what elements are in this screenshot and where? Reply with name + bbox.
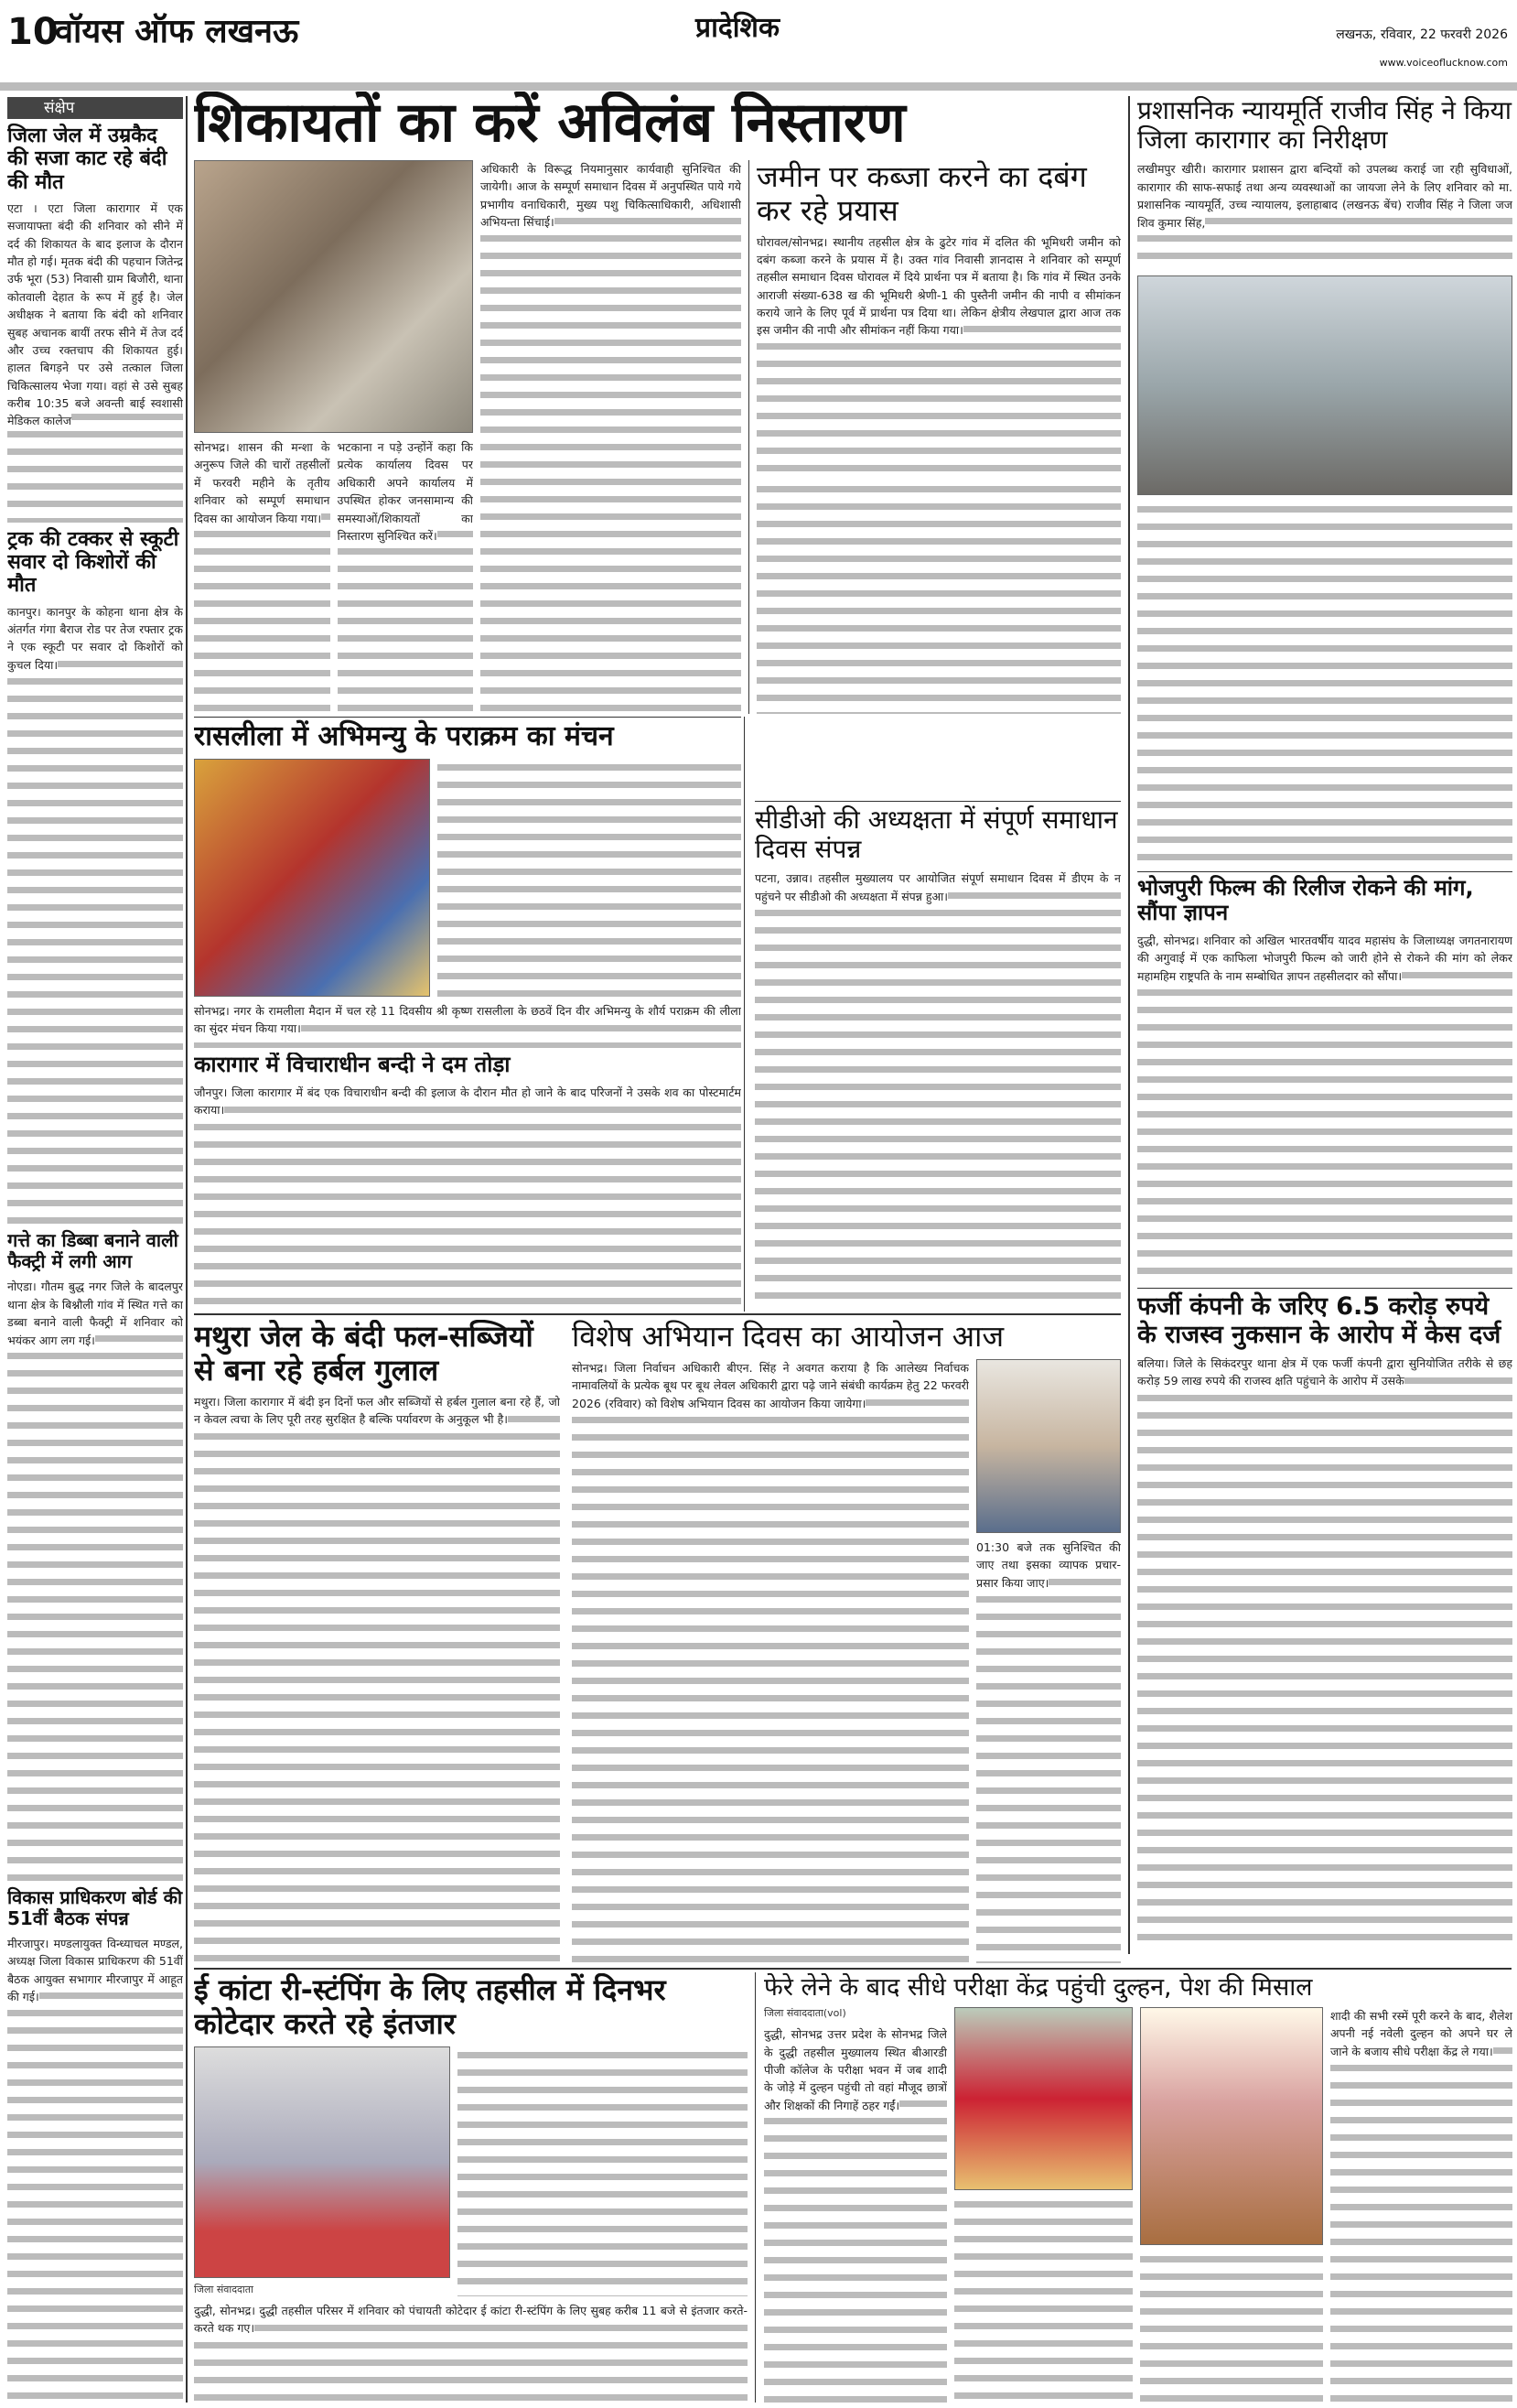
- brief-body: नोएडा। गौतम बुद्ध नगर जिले के बादलपुर थाना क्षेत्र के बिश्नौली गांव में स्थित गत्ते का डब्बा बनाने वाली फैक्ट्री में शनिवार को भयंकर आग लग गई।: [7, 1278, 183, 1881]
- brief-body: एटा । एटा जिला कारागार में एक सजायाफ्ता बंदी की शनिवार को सीने में दर्द की शिकायत के बाद इलाज के दौरान मौत हो गई। मृतक बंदी की पहचान जितेन्द्र उर्फ भूरा (53) निवासी ग्राम बिजौरी, थाना कोतवाली देहात के रूप में हुई है। जेल अधीक्षक ने बताया कि बंदी को शनिवार सुबह अचानक बायीं तरफ सीने में तेज दर्द और उच्च रक्तचाप की शिकायत हुई। हालत बिगड़ने पर उसे तत्काल जिला चिकित्सालय भेजा गया। वहां से उसे सुबह करीब 10:35 बजे अवन्ती बाई स्वशासी मेडिकल कालेज: [7, 200, 183, 523]
- justice-body-cont: [1137, 501, 1512, 865]
- ekanta-headline: ई कांटा री-स्टंपिंग के लिए तहसील में दिनभर कोटेदार करते रहे इंतजार: [194, 1973, 666, 2041]
- special-body: 01:30 बजे तक सुनिश्चित की जाए तथा इसका व्यापक प्रचार-प्रसार किया जाए।: [976, 1539, 1121, 1963]
- special-story: [572, 1320, 1121, 1963]
- lead-body: सोनभद्र। शासन की मन्शा के अनुरूप जिले की चारों तहसीलों में फरवरी महीने के तृतीय शनिवार को सम्पूर्ण समाधान दिवस का आयोजन किया गया।: [194, 438, 330, 714]
- brief-column: [7, 97, 183, 2403]
- bride-body: दुद्धी, सोनभद्र उत्तर प्रदेश के सोनभद्र जिले के दुद्धी तहसील मुख्यालय स्थित बीआरडी पीजी कॉलेज के परीक्षा भवन में जब शादी के जोड़े में दुल्हन पहुंची तो वहां मौजूद छात्रों और शिक्षकों की निगाहें ठहर गईं।: [764, 2025, 947, 2403]
- land-body-cont: [757, 481, 1121, 714]
- special-body: सोनभद्र। जिला निर्वाचन अधिकारी बीएन. सिंह ने अवगत कराया है कि आलेख्य निर्वाचक नामावलियों के प्रत्येक बूथ पर बूथ लेवल अधिकारी द्वारा पढ़े जाने संबंधी कार्यक्रम हेतु 22 फरवरी 2026 (रविवार) को विशेष अभियान दिवस का आयोजन किया जायेगा।: [572, 1359, 969, 1963]
- issue-date: लखनऊ, रविवार, 22 फरवरी 2026: [1336, 27, 1508, 42]
- bride-headline: फेरे लेने के बाद सीधे परीक्षा केंद्र पहुंची दुल्हन, पेश की मिसाल: [764, 1973, 1313, 2002]
- column-rule: [744, 717, 745, 1312]
- bride-body: [954, 2196, 1133, 2403]
- bride-body: [1140, 2251, 1323, 2403]
- lead-body: अधिकारी के विरूद्ध नियमानुसार कार्यवाही सुनिश्चित की जायेगी। आज के सम्पूर्ण समाधान दिवस में अनुपस्थित पाये गये प्रभागीय वनाधिकारी, मुख्य पशु चिकित्साधिकारी, अधिशासी अभियन्ता सिंचाई।: [480, 160, 741, 714]
- lead-photo: [194, 160, 473, 433]
- page-number: 10: [7, 11, 59, 53]
- raslila-body: [437, 759, 741, 998]
- undertrial-body: जौनपुर। जिला कारागार में बंद एक विचाराधीन बन्दी की इलाज के दौरान मौत हो जाने के बाद परिजनों ने उसके शव का पोस्टमार्टम कराया।: [194, 1084, 741, 1309]
- mathura-story: [194, 1320, 560, 1963]
- ekanta-byline: जिला संवाददाता: [194, 2283, 253, 2295]
- section-title: प्रादेशिक: [695, 12, 780, 44]
- column-rule: [1128, 96, 1130, 1954]
- sdo-body: पटना, उन्नाव। तहसील मुख्यालय पर आयोजित संपूर्ण समाधान दिवस में डीएम के न पहुंचने पर सीडीओ की अध्यक्षता में संपन्न हुआ।: [755, 869, 1121, 1309]
- ekanta-photo: [194, 2046, 450, 2278]
- brief-body: मीरजापुर। मण्डलायुक्त विन्ध्याचल मण्डल, अध्यक्ष जिला विकास प्राधिकरण की 51वीं बैठक आयुक्त सभागार मीरजापुर में आहूत की गई।: [7, 1935, 183, 2403]
- right-column: [1137, 96, 1512, 1949]
- bhojpuri-body: दुद्धी, सोनभद्र। शनिवार को अखिल भारतवर्षीय यादव महासंघ के जिलाध्यक्ष जगतनारायण की अगुवाई में एक काफिला भोजपुरी फिल्म को जारी होने से रोकने की मांग को लेकर महामहिम राष्ट्रपति के नाम सम्बोधित ज्ञापन तहसीलदार को सौंपा।: [1137, 932, 1512, 1282]
- land-body: घोरावल/सोनभद्र। स्थानीय तहसील क्षेत्र के ढुटेर गांव में दलित की भूमिधरी जमीन को दबंग कब्जा करने के प्रयास में है। उक्त गांव निवासी ज्ञानदास ने शनिवार को सम्पूर्ण तहसील समाधान दिवस घोरावल में दिये प्रार्थना पत्र में बताया है। कि गांव में स्थित उनके आराजी संख्या-638 ख की भूमिधरी श्रेणी-1 की पुस्तैनी जमीन की नापी व सीमांकन कराये जाने के लिए पूर्व में प्रार्थना पत्र दिया था। लेकिन क्षेत्रीय लेखपाल द्वारा आज तक इस जमीन की नापी और सीमांकन नहीं किया गया।: [757, 233, 1121, 475]
- justice-photo: [1137, 275, 1512, 495]
- paper-logo: वॉयस ऑफ लखनऊ: [55, 13, 299, 50]
- lead-section: [194, 92, 1121, 714]
- groom-photo: [1140, 2007, 1323, 2245]
- ekanta-story: [194, 1973, 748, 2403]
- brief-headline: ट्रक की टक्कर से स्कूटी सवार दो किशोरों की मौत: [7, 527, 179, 598]
- undertrial-story: [194, 1053, 741, 1309]
- sdo-headline: सीडीओ की अध्यक्षता में संपूर्ण समाधान दिवस संपन्न: [755, 801, 1121, 864]
- raslila-body: सोनभद्र। नगर के रामलीला मैदान में चल रहे 11 दिवसीय श्री कृष्ण रासलीला के छठवें दिन वीर अभिमन्यु के शौर्य पराक्रम की लीला का सुंदर मंचन किया गया।: [194, 1002, 741, 1048]
- justice-headline: प्रशासनिक न्यायमूर्ति राजीव सिंह ने किया जिला कारागार का निरीक्षण: [1137, 96, 1512, 156]
- brief-headline: विकास प्राधिकरण बोर्ड की 51वीं बैठक संपन्न: [7, 1885, 183, 1929]
- bride-photo: [954, 2007, 1133, 2190]
- brief-label: संक्षेप: [7, 97, 183, 119]
- bride-story: [764, 1973, 1512, 2403]
- brief-body: कानपुर। कानपुर के कोहना थाना क्षेत्र के अंतर्गत गंगा बैराज रोड पर तेज रफ्तार ट्रक ने एक स्कूटी पर सवार दो किशोरों को कुचल दिया।: [7, 603, 183, 1226]
- mathura-headline: मथुरा जेल के बंदी फल-सब्जियों से बना रहे हर्बल गुलाल: [194, 1320, 533, 1388]
- undertrial-headline: कारागार में विचाराधीन बन्दी ने दम तोड़ा: [194, 1053, 511, 1077]
- lead-headline: शिकायतों का करें अविलंब निस्तारण: [194, 92, 906, 155]
- website-link[interactable]: www.voiceoflucknow.com: [1379, 57, 1508, 69]
- official-portrait: [976, 1359, 1121, 1533]
- raslila-story: [194, 717, 741, 1048]
- divider: [194, 1968, 1512, 1970]
- brief-headline: गत्ते का डिब्बा बनाने वाली फैक्ट्री में लगी आग: [7, 1229, 178, 1273]
- mathura-body: मथुरा। जिला कारागार में बंदी इन दिनों फल और सब्जियों से हर्बल गुलाल बना रहे हैं, जो न केवल त्वचा के लिए पूरी तरह सुरक्षित है बल्कि पर्यावरण के अनुकूल भी है।: [194, 1393, 560, 1963]
- bride-body: शादी की सभी रस्में पूरी करने के बाद, शैलेश अपनी नई नवेली दुल्हन को अपने घर ले जाने के बजाय सीधे परीक्षा केंद्र ले गया।: [1330, 2007, 1512, 2403]
- land-headline: जमीन पर कब्जा करने का दबंग कर रहे प्रयास: [757, 159, 1087, 228]
- raslila-headline: रासलीला में अभिमन्यु के पराक्रम का मंचन: [194, 717, 741, 753]
- divider: [194, 1313, 1121, 1315]
- column-rule: [755, 1972, 756, 2403]
- fake-company-headline: फर्जी कंपनी के जरिए 6.5 करोड़ रुपये के राजस्व नुकसान के आरोप में केस दर्ज: [1137, 1288, 1512, 1349]
- sdo-story: [755, 801, 1121, 1309]
- lead-body: भटकाना न पड़े उन्होंनें कहा कि प्रत्येक कार्यालय दिवस पर अधिकारी अपने कार्यालय में उपस्थित होकर जनसामान्य की समस्याओं/शिकायतों का निस्तारण सुनिश्चित करें।: [338, 438, 474, 714]
- column-rule: [748, 160, 749, 714]
- header-rule: [0, 82, 1517, 91]
- ekanta-body: [457, 2046, 748, 2296]
- bride-byline: जिला संवाददाता(vol): [764, 2007, 846, 2020]
- column-rule: [186, 96, 188, 2403]
- special-headline: विशेष अभियान दिवस का आयोजन आज: [572, 1320, 1005, 1354]
- brief-headline: जिला जेल में उम्रकैद की सजा काट रहे बंदी की मौत: [7, 124, 167, 194]
- ekanta-body: दुद्धी, सोनभद्र। दुद्धी तहसील परिसर में शनिवार को पंचायती कोटेदार ई कांटा री-स्टंपिंग के लिए सुबह करीब 11 बजे से इंतजार करते-करते थक गए।: [194, 2302, 748, 2403]
- fake-company-body: बलिया। जिले के सिकंदरपुर थाना क्षेत्र में एक फर्जी कंपनी द्वारा सुनियोजित तरीके से छह करोड़ 59 लाख रुपये की राजस्व क्षति पहुंचाने के आरोप में उसके: [1137, 1355, 1512, 1949]
- bhojpuri-headline: भोजपुरी फिल्म की रिलीज रोकने की मांग, सौंपा ज्ञापन: [1137, 871, 1512, 926]
- justice-body: लखीमपुर खीरी। कारागार प्रशासन द्वारा बन्दियों को उपलब्ध कराई जा रही सुविधाओं, कारागार की साफ-सफाई तथा अन्य व्यवस्थाओं का जायजा लेने के लिए शनिवार को मा. प्रशासनिक न्यायमूर्ति, उच्च न्यायालय, इलाहाबाद (लखनऊ बेंच) राजीव सिंह ने जिला जज शिव कुमार सिंह,: [1137, 160, 1512, 270]
- raslila-photo: [194, 759, 430, 998]
